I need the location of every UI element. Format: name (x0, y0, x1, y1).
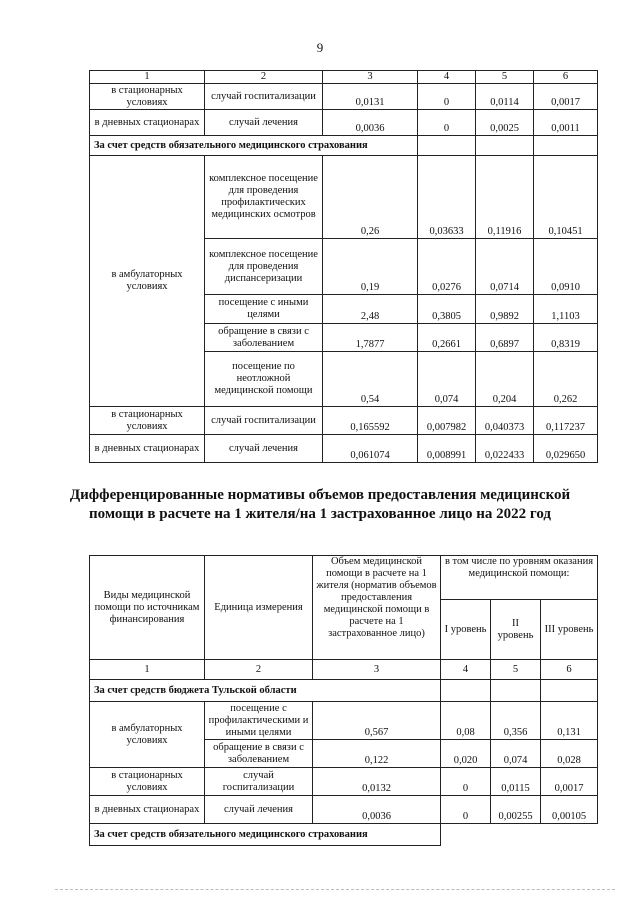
section-title: За счет средств обязательного медицинского страхования (90, 136, 418, 156)
section-title: За счет средств обязательного медицинского страхования (90, 824, 441, 846)
unit: случай лечения (205, 435, 323, 463)
value: 0,2661 (418, 324, 476, 352)
col-num: 4 (441, 660, 491, 680)
col-num: 6 (534, 71, 598, 84)
col-num: 6 (541, 660, 598, 680)
col-num: 1 (90, 71, 205, 84)
value: 1,1103 (534, 295, 598, 324)
value: 0,0036 (323, 110, 418, 136)
value: 0,0115 (491, 768, 541, 796)
unit: случай лечения (205, 110, 323, 136)
unit: обращение в связи с заболеванием (205, 740, 313, 768)
value: 0,567 (313, 702, 441, 740)
care-type: в дневных стационарах (90, 796, 205, 824)
value: 0,007982 (418, 407, 476, 435)
header-level-3: III уровень (541, 600, 598, 660)
table-row (90, 110, 598, 136)
unit: комплексное посещение для проведения диспансеризации (205, 239, 323, 295)
value: 0 (418, 84, 476, 110)
value: 0,204 (476, 352, 534, 407)
value: 0,117237 (534, 407, 598, 435)
unit: случай госпитализации (205, 407, 323, 435)
value: 0,03633 (418, 156, 476, 239)
value: 0,3805 (418, 295, 476, 324)
table-row (90, 84, 598, 110)
header-level-2: II уровень (491, 600, 541, 660)
footer-divider (55, 889, 615, 891)
value: 0 (418, 110, 476, 136)
value: 0,0910 (534, 239, 598, 295)
value: 0,6897 (476, 324, 534, 352)
section-row (90, 136, 598, 156)
table-row (90, 796, 598, 824)
table-header-row (90, 556, 598, 600)
header-level-1: I уровень (441, 600, 491, 660)
care-type: в амбулаторных условиях (90, 702, 205, 768)
value: 0,08 (441, 702, 491, 740)
volume-table-2021 (89, 70, 598, 463)
section-heading: Дифференцированные нормативы объемов предоставления медицинской помощи в расчете на 1 жителя/на 1 застрахованное лицо на 2022 год (69, 487, 571, 522)
table-row (90, 407, 598, 435)
col-num: 5 (491, 660, 541, 680)
section-row (90, 680, 598, 702)
unit: случай госпитализации (205, 768, 313, 796)
col-num: 3 (313, 660, 441, 680)
value: 1,7877 (323, 324, 418, 352)
value: 0,0114 (476, 84, 534, 110)
value: 0,356 (491, 702, 541, 740)
care-type: в дневных стационарах (90, 110, 205, 136)
care-type: в дневных стационарах (90, 435, 205, 463)
unit: случай лечения (205, 796, 313, 824)
unit: посещение с профилактическими и иными целями (205, 702, 313, 740)
table-header-row (90, 71, 598, 84)
col-num: 5 (476, 71, 534, 84)
value: 0,11916 (476, 156, 534, 239)
table-row (90, 768, 598, 796)
table-row (90, 156, 598, 239)
col-num: 4 (418, 71, 476, 84)
value: 0 (441, 796, 491, 824)
unit: посещение по неотложной медицинской помощи (205, 352, 323, 407)
value: 0,131 (541, 702, 598, 740)
header-levels: в том числе по уровням оказания медицинской помощи: (441, 556, 598, 600)
value: 0,0036 (313, 796, 441, 824)
value: 0,040373 (476, 407, 534, 435)
value: 0,0025 (476, 110, 534, 136)
value: 0,26 (323, 156, 418, 239)
value: 0,19 (323, 239, 418, 295)
header-unit: Единица измерения (205, 556, 313, 660)
value: 0,0011 (534, 110, 598, 136)
value: 0,165592 (323, 407, 418, 435)
table-row (90, 702, 598, 740)
col-num: 1 (90, 660, 205, 680)
col-num: 2 (205, 71, 323, 84)
value: 0,122 (313, 740, 441, 768)
unit: посещение с иными целями (205, 295, 323, 324)
unit: случай госпитализации (205, 84, 323, 110)
value: 2,48 (323, 295, 418, 324)
value: 0,074 (491, 740, 541, 768)
col-num: 3 (323, 71, 418, 84)
table-numbers-row (90, 660, 598, 680)
care-type: в амбулаторных условиях (90, 156, 205, 407)
value: 0,0017 (534, 84, 598, 110)
value: 0,0132 (313, 768, 441, 796)
unit: обращение в связи с заболеванием (205, 324, 323, 352)
unit: комплексное посещение для проведения профилактических медицинских осмотров (205, 156, 323, 239)
value: 0,262 (534, 352, 598, 407)
header-care-type: Виды медицинской помощи по источникам финансирования (90, 556, 205, 660)
section-row (90, 824, 598, 846)
col-num: 2 (205, 660, 313, 680)
value: 0,0276 (418, 239, 476, 295)
volume-table-2022 (89, 555, 598, 846)
care-type: в стационарных условиях (90, 84, 205, 110)
value: 0,0714 (476, 239, 534, 295)
value: 0,008991 (418, 435, 476, 463)
value: 0,061074 (323, 435, 418, 463)
value: 0,9892 (476, 295, 534, 324)
table-row (90, 435, 598, 463)
value: 0,0131 (323, 84, 418, 110)
value: 0,029650 (534, 435, 598, 463)
header-volume: Объем медицинской помощи в расчете на 1 жителя (норматив объемов предоставления медицинской помощи в расчете на 1 застрахованное лицо) (313, 556, 441, 660)
value: 0,00255 (491, 796, 541, 824)
care-type: в стационарных условиях (90, 407, 205, 435)
value: 0,074 (418, 352, 476, 407)
value: 0,54 (323, 352, 418, 407)
value: 0,8319 (534, 324, 598, 352)
value: 0,020 (441, 740, 491, 768)
page-number: 9 (316, 40, 324, 55)
value: 0 (441, 768, 491, 796)
value: 0,10451 (534, 156, 598, 239)
care-type: в стационарных условиях (90, 768, 205, 796)
value: 0,022433 (476, 435, 534, 463)
value: 0,00105 (541, 796, 598, 824)
section-title: За счет средств бюджета Тульской области (90, 680, 441, 702)
value: 0,0017 (541, 768, 598, 796)
value: 0,028 (541, 740, 598, 768)
